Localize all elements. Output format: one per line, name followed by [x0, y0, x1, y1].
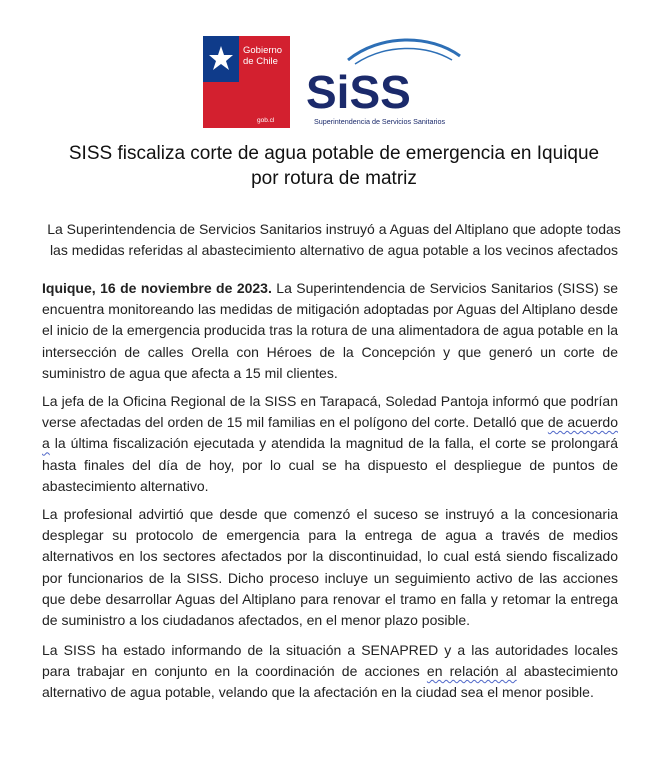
title-line-2: por rotura de matriz: [251, 168, 417, 189]
siss-logo: [300, 36, 470, 128]
paragraph-4-text-b: abastecimiento alternativo de agua potable, velando que la afectación en la ciudad sea el menor posible.: [42, 663, 619, 701]
subtitle: La Superintendencia de Servicios Sanitarios instruyó a Aguas del Altiplano que adopte todas las medidas referidas al abastecimiento alternativo de agua potable a los vecinos afectados: [47, 221, 621, 258]
svg-text:Superintendencia de Servicios: Superintendencia de Servicios Sanitarios: [314, 117, 446, 126]
header-logos: [0, 0, 668, 140]
paragraph-3: La profesional advirtió que desde que comenzó el suceso se instruyó a la concesionaria desplegar su protocolo de emergencia para la entrega de agua a través de medios alternativos en los sectores afectados por la discontinuidad, lo cual está siendo fiscalizado por funcionarios de la SISS. Dicho proceso incluye un seguimiento activo de las acciones que debe desarrollar Aguas del Altiplano para renovar el tramo en falla y retomar la entrega de suministro a los ciudadanos afectados, en el menor plazo posible.: [42, 506, 618, 629]
paragraph-2: [42, 391, 618, 497]
paragraph-2-text-b: la última fiscalización ejecutada y atendida la magnitud de la falla, el corte se prolongará hasta finales del día de hoy, por lo cual se ha dispuesto el despliegue de puntos de abastecimiento alternativo.: [42, 435, 618, 494]
paragraph-4: [42, 640, 618, 704]
gobierno-de-chile-logo: [203, 36, 290, 128]
grammar-flag[interactable]: en relación al: [426, 663, 517, 680]
paragraph-1-text: La Superintendencia de Servicios Sanitarios (SISS) se encuentra monitoreando las medidas de mitigación adoptadas por Aguas del Altiplano desde el inicio de la emergencia producida tras la rotura de una alimentadora de agua potable en la intersección de calles Orella con Héroes de la Concepción y que generó un corte de suministro de agua que afecta a 15 mil clientes.: [42, 280, 618, 381]
paragraph-1: [42, 278, 618, 384]
svg-text:SiSS: SiSS: [306, 66, 411, 118]
svg-text:gob.cl: gob.cl: [257, 117, 275, 124]
paragraph-4-text-a: La SISS ha estado informando de la situación a SENAPRED y a las autoridades locales para trabajar en conjunto en la coordinación de acciones: [42, 642, 618, 680]
grammar-flag[interactable]: de acuerdo a: [42, 414, 618, 452]
page-title: [40, 141, 628, 191]
svg-text:Gobierno: Gobierno: [243, 45, 283, 56]
dateline: Iquique, 16 de noviembre de 2023.: [42, 280, 272, 296]
title-line-1: SISS fiscaliza corte de agua potable de emergencia en Iquique: [68, 143, 600, 164]
paragraph-2-text-a: La jefa de la Oficina Regional de la SISS en Tarapacá, Soledad Pantoja informó que podrían verse afectadas del orden de 15 mil familias en el polígono del corte. Detalló que: [42, 393, 618, 431]
svg-text:de Chile: de Chile: [243, 56, 278, 67]
